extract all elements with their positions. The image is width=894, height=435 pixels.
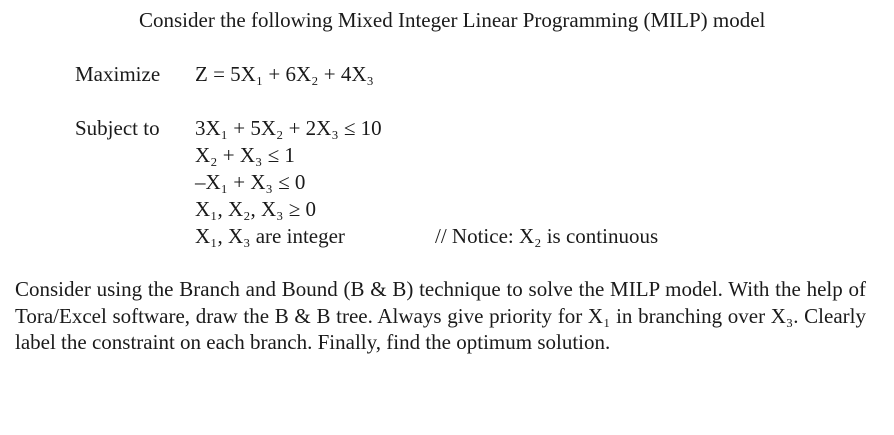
instructions-paragraph: Consider using the Branch and Bound (B & B) technique to solve the MILP model. With the help of Tora/Excel software, draw the B & B tree. Always give priority for X₁ in branching over X₃. Clearly label the constraint on each branch. Finally, find the optimum solution. bbox=[15, 277, 866, 354]
constraint-3: –X₁ + X₃ ≤ 0 bbox=[195, 170, 306, 194]
constraint-2: X₂ + X₃ ≤ 1 bbox=[195, 143, 295, 167]
problem-heading: Consider the following Mixed Integer Linear Programming (MILP) model bbox=[139, 8, 766, 32]
maximize-label: Maximize bbox=[75, 62, 161, 86]
nonnegativity-constraint: X₁, X₂, X₃ ≥ 0 bbox=[195, 197, 316, 221]
constraint-1: 3X₁ + 5X₂ + 2X₃ ≤ 10 bbox=[195, 116, 382, 140]
objective-function: Z = 5X₁ + 6X₂ + 4X₃ bbox=[195, 62, 374, 86]
continuous-notice: // Notice: X₂ is continuous bbox=[435, 224, 659, 248]
subject-to-label: Subject to bbox=[75, 116, 160, 140]
integer-constraint: X₁, X₃ are integer bbox=[195, 224, 345, 248]
